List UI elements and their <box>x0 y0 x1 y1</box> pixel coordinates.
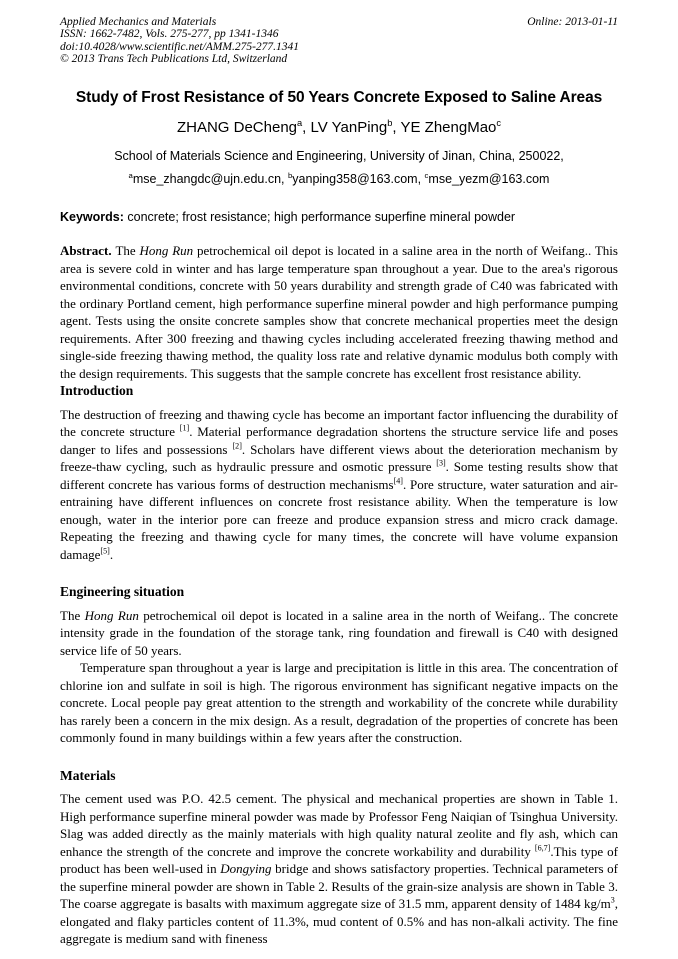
section-materials-heading: Materials <box>60 767 116 783</box>
paper-title: Study of Frost Resistance of 50 Years Concrete Exposed to Saline Areas <box>75 89 603 107</box>
copyright-line: © 2013 Trans Tech Publications Ltd, Switzerland <box>60 52 288 65</box>
doi-line: doi:10.4028/www.scientific.net/AMM.275-277.1341 <box>60 40 300 53</box>
section-engineering-situation <box>60 583 618 747</box>
section-introduction-paragraph: The destruction of freezing and thawing cycle has become an important factor influencing the durability of the concrete structure [1]. Material performance degradation shortens the structure service life and poses danger to lifes and possessions [2]. Scholars have different views about the deterioration mechanism by freeze-thaw cycling, such as hydraulic pressure and osmotic pressure [3]. Some testing results show that different concrete has various forms of destruction mechanisms[4]. Pore structure, water saturation and air-entraining have different influences on concrete frost resistance ability. When the temperature is low enough, water in the interior pore can freeze and produce expansion stress and micro crack damage. Repeating the freezing and thawing cycle for many times, the concrete will have volume expansion damage[5]. <box>60 406 619 562</box>
issn-line: ISSN: 1662-7482, Vols. 275-277, pp 1341-1346 <box>60 28 279 41</box>
keywords-line: Keywords: concrete; frost resistance; high performance superfine mineral powder <box>60 210 516 225</box>
abstract-paragraph: Abstract. The Hong Run petrochemical oil depot is located in a saline area in the north of Weifang.. This area is severe cold in winter and has large temperature span throughout a year. Due to the area's rigorous environmental conditions, concrete with 50 years durability and strength grade of C40 was fabricated with the ordinary Portland cement, high performance superfine mineral powder and high performance pumping agent. Tests using the onsite concrete samples show that concrete mechanical properties meet the design requirements. After 300 freezing and thawing cycles including accelerated freezing thawing method and single-side freezing thawing method, the quality loss rate and relative dynamic modulus both comply with the design requirements. This suggests that the sample concrete has excellent frost resistance ability. <box>60 243 618 381</box>
affiliation-line: School of Materials Science and Engineering, University of Jinan, China, 250022, <box>114 149 564 164</box>
section-materials-paragraph: The cement used was P.O. 42.5 cement. The physical and mechanical properties are shown in Table 1. High performance superfine mineral powder was made by Professor Feng Naiqian of Tsinghua University. Slag was added directly as the mainly materials with high quality natural zeolite and fly ash, which can enhance the strength of the concrete and improve the concrete workability and durability [6,7].This type of product has been well-used in Dongying bridge and shows satisfactory properties. Technical parameters of the superfine mineral powder are shown in Table 2. Results of the grain-size analysis are shown in Table 3. The coarse aggregate is basalts with maximum aggregate size of 31.5 mm, apparent density of 1484 $kg/m^3$, elongated and flaky particles content of 11.3%, mud content of 0.5% and has non-alkali activity. The fine aggregate is medium sand with fineness <box>60 791 619 947</box>
section-introduction <box>60 382 618 563</box>
online-date: Online: 2013-01-11 <box>527 16 618 28</box>
journal-title: Applied Mechanics and Materials <box>60 16 217 28</box>
section-introduction-heading: Introduction <box>60 383 134 399</box>
emails-line: $^a$mse_zhangdc@ujn.edu.cn, $^b$yanping358@163.com, $^c$mse_yezm@163.com <box>128 171 550 187</box>
section-engineering-heading: Engineering situation <box>60 584 185 600</box>
publication-info <box>60 16 299 65</box>
section-engineering-paragraph-1: The Hong Run petrochemical oil depot is located in a saline area in the north of Weifang.. The concrete intensity grade in the foundation of the storage tank, ring foundation and firewall is C40 with designed service life of 50 years. <box>60 607 618 658</box>
title-block <box>60 88 618 188</box>
authors-line: ZHANG DeCheng$^a$, LV YanPing$^b$, YE ZhengMao$^c$ <box>176 118 502 137</box>
section-materials <box>60 767 618 948</box>
section-engineering-paragraph-2: Temperature span throughout a year is large and precipitation is little in this area. The concentration of chlorine ion and sulfate in soil is high. The rigorous environment has significant negative impacts on the concrete. Local people pay great attention to the strength and workability of the concrete while durability has rarely been a concern in the mix design. As a result, degradation of the properties of concrete has been commonly found in many buildings within a few years after the construction. <box>60 660 618 746</box>
publication-header <box>60 16 618 65</box>
